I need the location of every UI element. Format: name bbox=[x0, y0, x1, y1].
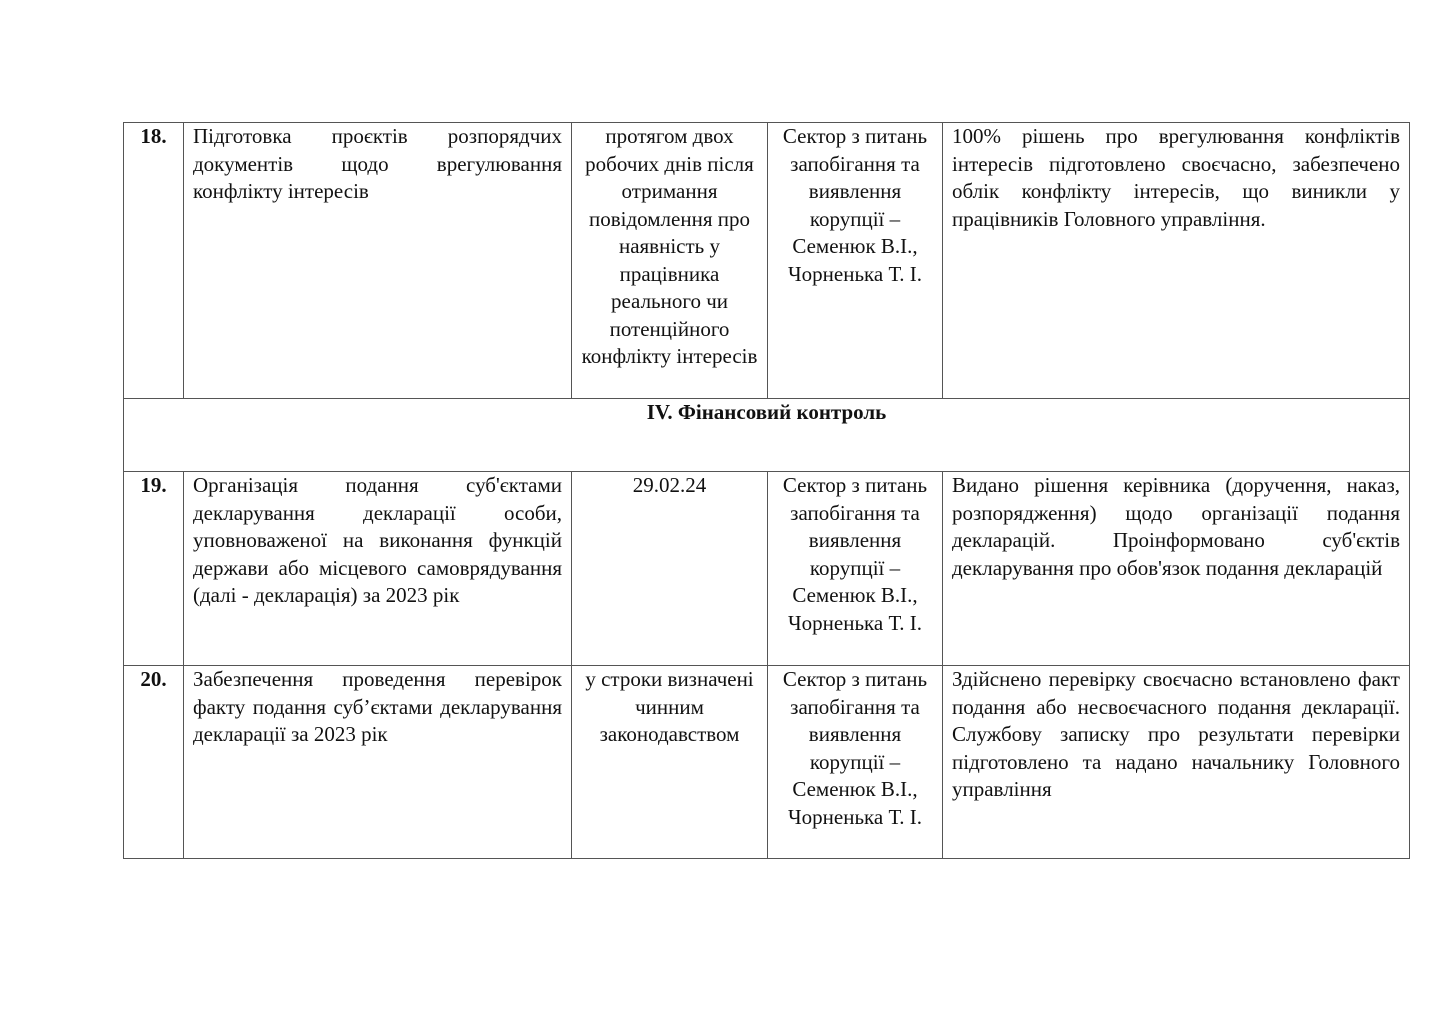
responsible-cell: Сектор з питань запобігання та виявлення корупції – Семенюк В.І., Чорненька Т. І. bbox=[768, 666, 943, 859]
row-number: 19. bbox=[124, 472, 184, 666]
term-cell: протягом двох робочих днів після отримання повідомлення про наявність у працівника реального чи потенційного конфлікту інтересів bbox=[572, 123, 768, 399]
result-cell: 100% рішень про врегулювання конфліктів інтересів підготовлено своєчасно, забезпечено облік конфлікту інтересів, що виникли у працівників Головного управління. bbox=[943, 123, 1410, 399]
action-cell: Підготовка проєктів розпорядчих документів щодо врегулювання конфлікту інтересів bbox=[184, 123, 572, 399]
section-heading: IV. Фінансовий контроль bbox=[124, 399, 1410, 472]
result-cell: Видано рішення керівника (доручення, наказ, розпорядження) щодо організації подання декларацій. Проінформовано суб'єктів декларування про обов'язок подання декларацій bbox=[943, 472, 1410, 666]
row-number: 20. bbox=[124, 666, 184, 859]
table-row bbox=[124, 666, 1410, 859]
responsible-cell: Сектор з питань запобігання та виявлення корупції – Семенюк В.І., Чорненька Т. І. bbox=[768, 472, 943, 666]
result-cell: Здійснено перевірку своєчасно встановлено факт подання або несвоєчасного подання декларації. Службову записку про результати перевірки підготовлено та надано начальнику Головного управління bbox=[943, 666, 1410, 859]
table-row bbox=[124, 472, 1410, 666]
row-number: 18. bbox=[124, 123, 184, 399]
responsible-cell: Сектор з питань запобігання та виявлення корупції – Семенюк В.І., Чорненька Т. І. bbox=[768, 123, 943, 399]
table-row bbox=[124, 123, 1410, 399]
term-cell: у строки визначені чинним законодавством bbox=[572, 666, 768, 859]
action-cell: Забезпечення проведення перевірок факту подання суб’єктами декларування декларації за 2023 рік bbox=[184, 666, 572, 859]
section-row bbox=[124, 399, 1410, 472]
term-cell: 29.02.24 bbox=[572, 472, 768, 666]
action-cell: Організація подання суб'єктами декларування декларації особи, уповноваженої на виконання функцій держави або місцевого самоврядування (далі - декларація) за 2023 рік bbox=[184, 472, 572, 666]
measures-table bbox=[123, 122, 1410, 859]
